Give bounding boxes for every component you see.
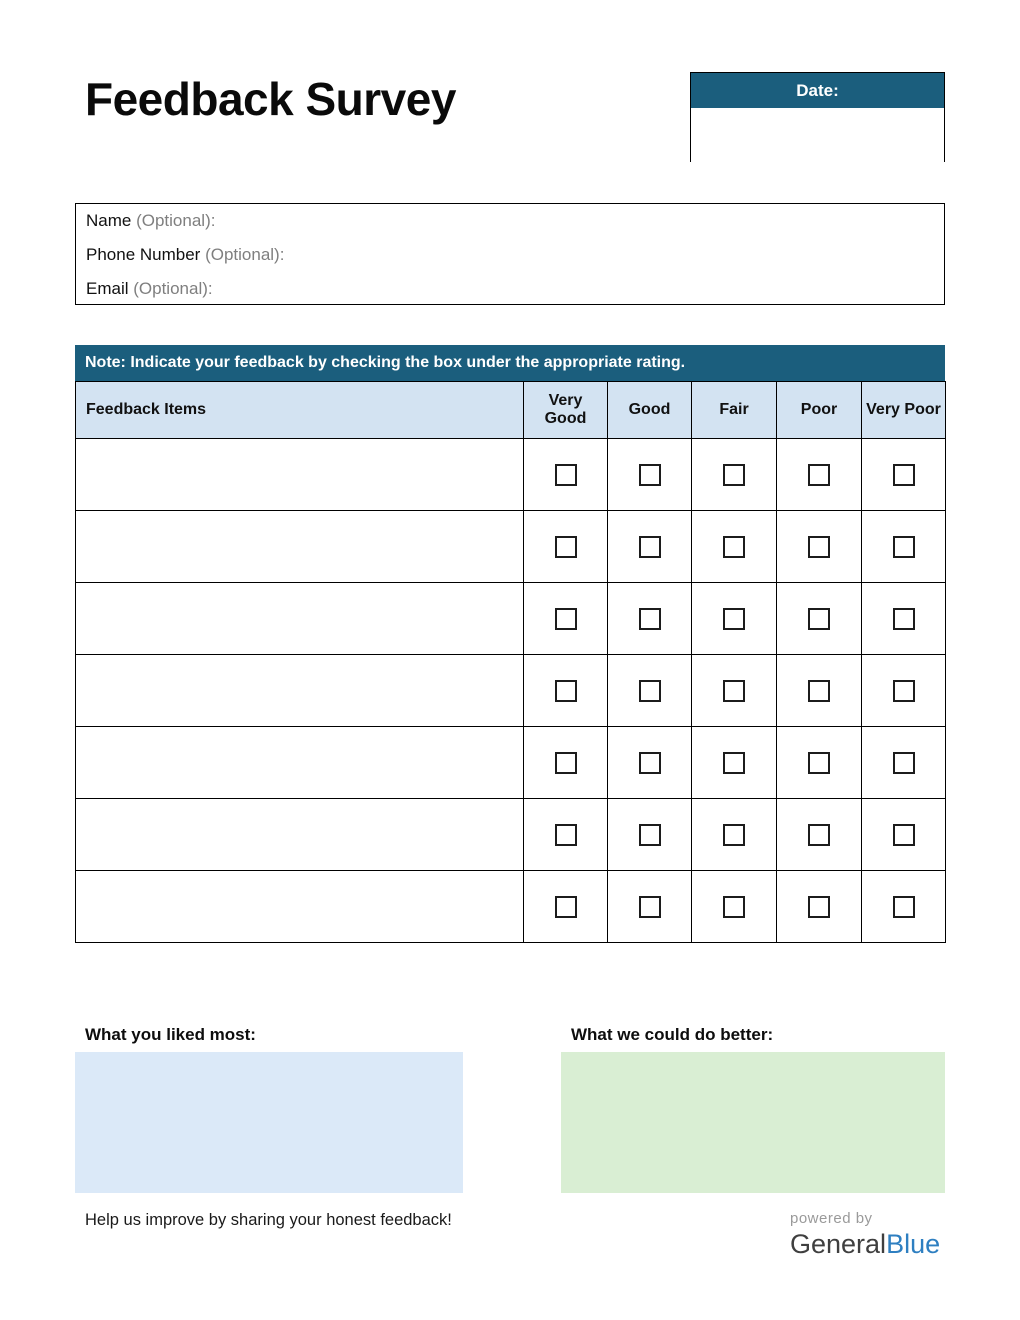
rating-checkbox[interactable]: [893, 464, 915, 486]
rating-cell: [608, 511, 692, 583]
rating-checkbox[interactable]: [639, 536, 661, 558]
rating-cell: [608, 799, 692, 871]
rating-checkbox[interactable]: [808, 464, 830, 486]
rating-cell: [524, 655, 608, 727]
rating-checkbox[interactable]: [893, 680, 915, 702]
rating-cell: [862, 871, 946, 943]
rating-checkbox[interactable]: [555, 464, 577, 486]
rating-checkbox[interactable]: [639, 608, 661, 630]
rating-header-good: Good: [608, 382, 692, 439]
feedback-row: [76, 583, 946, 655]
rating-cell: [524, 583, 608, 655]
rating-checkbox[interactable]: [808, 824, 830, 846]
phone-field[interactable]: [86, 238, 934, 272]
email-label: Email: [86, 279, 129, 298]
rating-checkbox[interactable]: [808, 752, 830, 774]
rating-cell: [608, 727, 692, 799]
rating-cell: [692, 511, 777, 583]
rating-checkbox[interactable]: [723, 680, 745, 702]
brand-block: [790, 1210, 950, 1260]
rating-checkbox[interactable]: [723, 824, 745, 846]
feedback-item-cell[interactable]: [76, 871, 524, 943]
email-field[interactable]: [86, 272, 934, 306]
feedback-table-body: [76, 439, 946, 943]
rating-checkbox[interactable]: [723, 752, 745, 774]
email-optional-label: (Optional):: [133, 279, 213, 298]
feedback-item-cell[interactable]: [76, 727, 524, 799]
name-optional-label: (Optional):: [136, 211, 216, 230]
liked-most-heading: What you liked most:: [85, 1025, 256, 1044]
rating-cell: [692, 727, 777, 799]
date-label: Date:: [691, 73, 944, 108]
rating-header-poor: Poor: [777, 382, 862, 439]
rating-cell: [692, 439, 777, 511]
note-bar: Note: Indicate your feedback by checking the box under the appropriate rating.: [75, 345, 945, 381]
rating-cell: [692, 583, 777, 655]
rating-checkbox[interactable]: [555, 824, 577, 846]
rating-cell: [777, 799, 862, 871]
rating-checkbox[interactable]: [808, 680, 830, 702]
rating-checkbox[interactable]: [555, 536, 577, 558]
feedback-item-cell[interactable]: [76, 439, 524, 511]
rating-checkbox[interactable]: [808, 536, 830, 558]
rating-checkbox[interactable]: [555, 608, 577, 630]
contact-info-box: [75, 203, 945, 305]
rating-cell: [524, 727, 608, 799]
rating-cell: [608, 439, 692, 511]
rating-checkbox[interactable]: [639, 824, 661, 846]
rating-checkbox[interactable]: [723, 896, 745, 918]
feedback-row: [76, 439, 946, 511]
rating-cell: [777, 727, 862, 799]
rating-checkbox[interactable]: [723, 464, 745, 486]
feedback-item-cell[interactable]: [76, 799, 524, 871]
logo-general-text: General: [790, 1229, 887, 1259]
page-title: Feedback Survey: [85, 73, 456, 125]
do-better-input-area[interactable]: [561, 1052, 945, 1193]
feedback-row: [76, 799, 946, 871]
rating-cell: [692, 871, 777, 943]
liked-most-input-area[interactable]: [75, 1052, 463, 1193]
rating-checkbox[interactable]: [639, 464, 661, 486]
do-better-heading: What we could do better:: [571, 1025, 774, 1044]
rating-cell: [862, 439, 946, 511]
rating-checkbox[interactable]: [808, 896, 830, 918]
rating-checkbox[interactable]: [893, 896, 915, 918]
rating-checkbox[interactable]: [639, 680, 661, 702]
rating-header-fair: Fair: [692, 382, 777, 439]
rating-cell: [862, 511, 946, 583]
rating-cell: [524, 871, 608, 943]
rating-cell: [692, 799, 777, 871]
general-blue-logo: [790, 1229, 950, 1260]
rating-checkbox[interactable]: [893, 608, 915, 630]
rating-header-very-good: Very Good: [524, 382, 608, 439]
feedback-item-cell[interactable]: [76, 655, 524, 727]
name-label: Name: [86, 211, 132, 230]
rating-cell: [524, 511, 608, 583]
powered-by-text: powered by: [790, 1210, 873, 1227]
rating-cell: [608, 583, 692, 655]
rating-cell: [777, 871, 862, 943]
feedback-item-cell[interactable]: [76, 583, 524, 655]
rating-checkbox[interactable]: [555, 680, 577, 702]
rating-checkbox[interactable]: [893, 536, 915, 558]
feedback-row: [76, 511, 946, 583]
rating-checkbox[interactable]: [555, 896, 577, 918]
feedback-row: [76, 727, 946, 799]
rating-cell: [608, 655, 692, 727]
rating-cell: [524, 799, 608, 871]
rating-checkbox[interactable]: [808, 608, 830, 630]
rating-cell: [524, 439, 608, 511]
rating-cell: [777, 439, 862, 511]
rating-cell: [777, 511, 862, 583]
rating-cell: [862, 583, 946, 655]
feedback-row: [76, 655, 946, 727]
logo-blue-text: Blue: [886, 1229, 941, 1259]
rating-cell: [777, 583, 862, 655]
date-box: [690, 72, 945, 162]
feedback-items-header: Feedback Items: [76, 382, 524, 439]
feedback-row: [76, 871, 946, 943]
feedback-item-cell[interactable]: [76, 511, 524, 583]
rating-checkbox[interactable]: [893, 752, 915, 774]
rating-cell: [862, 727, 946, 799]
rating-cell: [862, 655, 946, 727]
feedback-table: [75, 381, 946, 943]
rating-checkbox[interactable]: [639, 896, 661, 918]
rating-cell: [692, 655, 777, 727]
table-header-row: [76, 382, 946, 439]
rating-cell: [862, 799, 946, 871]
phone-label: Phone Number: [86, 245, 201, 264]
rating-checkbox[interactable]: [639, 752, 661, 774]
rating-checkbox[interactable]: [723, 536, 745, 558]
rating-header-very-poor: Very Poor: [862, 382, 946, 439]
rating-checkbox[interactable]: [555, 752, 577, 774]
rating-cell: [608, 871, 692, 943]
rating-checkbox[interactable]: [893, 824, 915, 846]
name-field[interactable]: [86, 204, 934, 238]
help-text: Help us improve by sharing your honest feedback!: [85, 1211, 452, 1229]
phone-optional-label: (Optional):: [205, 245, 285, 264]
rating-cell: [777, 655, 862, 727]
date-input-area[interactable]: [691, 108, 944, 162]
rating-checkbox[interactable]: [723, 608, 745, 630]
